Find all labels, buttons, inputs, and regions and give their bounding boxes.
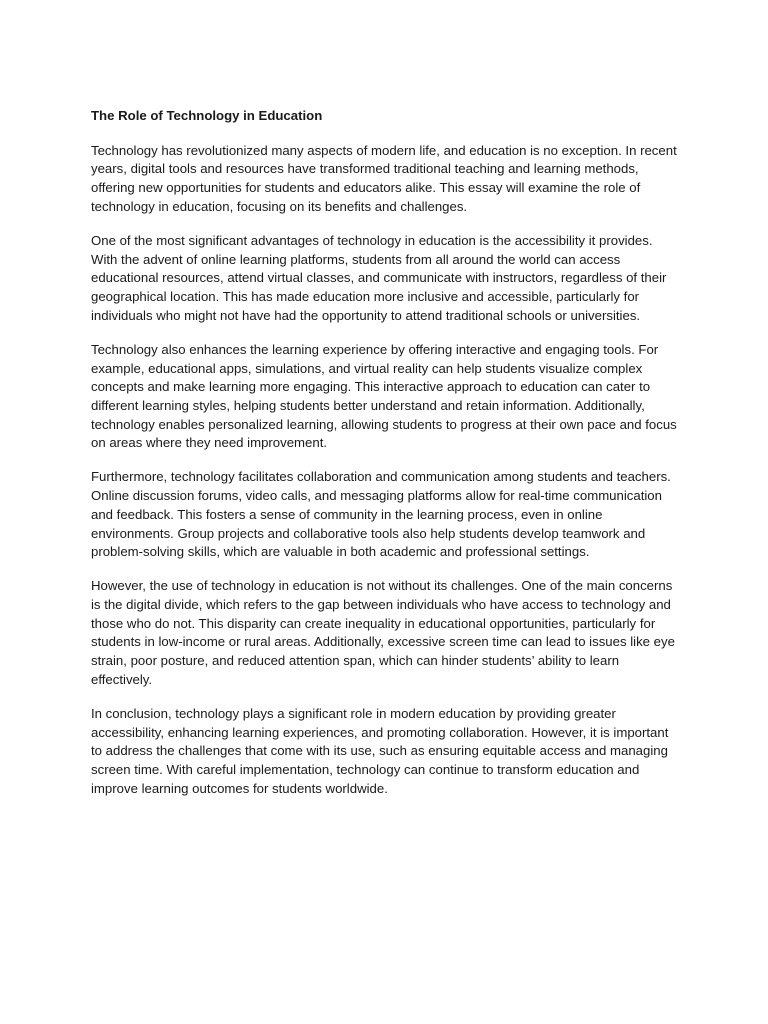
paragraph-conclusion: In conclusion, technology plays a significant role in modern education by providing greater accessibility, enhancing learning experiences, and promoting collaboration. However, it is important to address the challenges that come with its use, such as ensuring equitable access and managing screen time. With careful implementation, technology can continue to transform education and improve learning outcomes for students worldwide. xyxy=(91,705,669,796)
paragraph-accessibility: One of the most significant advantages of technology in education is the accessibility it provides. With the advent of online learning platforms, students from all around the world can access educational resources, attend virtual classes, and communicate with instructors, regardless of their geographical location. This has made education more inclusive and accessible, particularly for individuals who might not have had the opportunity to attend traditional schools or universities. xyxy=(91,232,667,323)
document-title: The Role of Technology in Education xyxy=(91,108,323,123)
paragraph-challenges: However, the use of technology in education is not without its challenges. One of the main concerns is the digital divide, which refers to the gap between individuals who have access to technology and those who do not. This disparity can create inequality in educational opportunities, particularly for students in low-income or rural areas. Additionally, excessive screen time can lead to issues like eye strain, poor posture, and reduced attention span, which can hinder students’ ability to learn effectively. xyxy=(91,578,675,687)
paragraph-collaboration: Furthermore, technology facilitates collaboration and communication among students and teachers. Online discussion forums, video calls, and messaging platforms allow for real-time communication and feedback. This fosters a sense of community in the learning process, even in online environments. Group projects and collaborative tools also help students develop teamwork and problem-solving skills, which are valuable in both academic and professional settings. xyxy=(91,469,671,560)
paragraph-introduction: Technology has revolutionized many aspects of modern life, and education is no exception. In recent years, digital tools and resources have transformed traditional teaching and learning methods, offering new opportunities for students and educators alike. This essay will examine the role of technology in education, focusing on its benefits and challenges. xyxy=(91,142,677,214)
document-body xyxy=(91,107,677,814)
paragraph-learning-experience: Technology also enhances the learning experience by offering interactive and engaging tools. For example, educational apps, simulations, and virtual reality can help students visualize complex concepts and make learning more engaging. This interactive approach to education can cater to different learning styles, helping students better understand and retain information. Additionally, technology enables personalized learning, allowing students to progress at their own pace and focus on areas where they need improvement. xyxy=(91,341,677,451)
